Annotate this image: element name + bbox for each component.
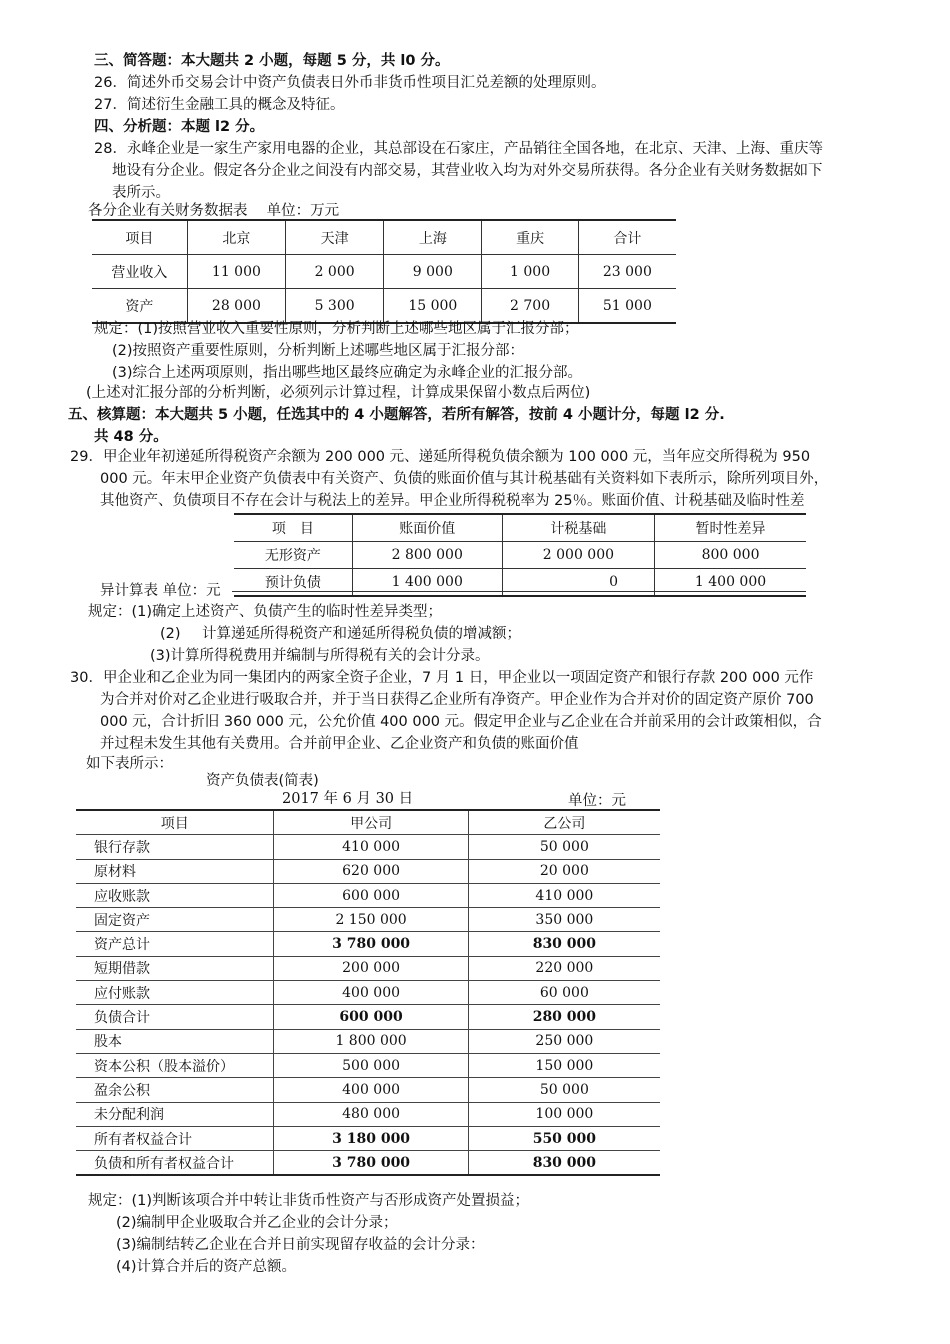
table-cell: 220 000 <box>468 956 660 980</box>
section4-heading: 四、分析题：本题 l2 分。 <box>94 119 265 135</box>
table-cell: 15 000 <box>384 289 482 324</box>
table-cell: 400 000 <box>274 1078 468 1102</box>
table-header-cell: 项目 <box>76 810 274 835</box>
table-row <box>92 255 676 289</box>
question-30-line4: 并过程未发生其他有关费用。合并前甲企业、乙企业资产和负债的账面价值 <box>100 736 579 752</box>
table-cell: 250 000 <box>468 1029 660 1053</box>
table-cell: 资产总计 <box>76 932 274 956</box>
table-header-cell: 项 目 <box>234 514 352 542</box>
table-cell: 股本 <box>76 1029 274 1053</box>
table-row <box>76 1005 660 1029</box>
question-29-line3: 其他资产、负债项目不存在会计与税法上的差异。甲企业所得税税率为 25％。账面价值、计税基础及临时性差 <box>100 493 805 509</box>
question-28-line2: 地设有分企业。假定各分企业之间没有内部交易，其营业收入均为对外交易所获得。各分企业有关财务数据如下 <box>112 163 823 179</box>
q28-requirement-1: 规定：(1)按照营业收入重要性原则，分析判断上述哪些地区属于汇报分部； <box>94 321 579 337</box>
table-cell: 600 000 <box>274 883 468 907</box>
table-cell: 620 000 <box>274 859 468 883</box>
table-row <box>76 1126 660 1150</box>
table-cell: 预计负债 <box>234 569 352 597</box>
table-header-cell: 账面价值 <box>352 514 502 542</box>
table-cell: 资产 <box>92 289 187 324</box>
table-cell: 1 400 000 <box>352 569 502 597</box>
question-29-line1: 29．甲企业年初递延所得税资产余额为 200 000 元、递延所得税负债余额为 100 000 元，当年应交所得税为 950 <box>70 449 811 465</box>
table-header-cell: 上海 <box>384 220 482 255</box>
table-row <box>76 981 660 1005</box>
q29-requirement-3: (3)计算所得税费用并编制与所得税有关的会计分录。 <box>150 648 490 664</box>
table-cell: 100 000 <box>468 1102 660 1126</box>
question-30-line5: 如下表所示： <box>86 756 173 772</box>
table-header-cell: 甲公司 <box>274 810 468 835</box>
question-30-line2: 为合并对价对乙企业进行吸取合并，并于当日获得乙企业所有净资产。甲企业作为合并对价的固定资产原价 700 <box>100 692 814 708</box>
table-cell: 500 000 <box>274 1053 468 1077</box>
table-cell: 营业收入 <box>92 255 187 289</box>
table-cell: 未分配利润 <box>76 1102 274 1126</box>
table-header-cell: 合计 <box>578 220 676 255</box>
table-cell: 23 000 <box>578 255 676 289</box>
table-row <box>76 932 660 956</box>
table-row <box>76 883 660 907</box>
table1-caption: 各分企业有关财务数据表 单位：万元 <box>88 203 340 219</box>
q29-requirement-2-number: (2) <box>160 626 181 642</box>
balance-sheet-table <box>76 809 660 1176</box>
table-cell: 原材料 <box>76 859 274 883</box>
table-row <box>76 956 660 980</box>
table-cell: 1 800 000 <box>274 1029 468 1053</box>
table-row <box>76 1102 660 1126</box>
section5-heading: 五、核算题：本大题共 5 小题，任选其中的 4 小题解答，若所有解答，按前 4 小题计分，每题 l2 分. <box>68 407 725 423</box>
question-27: 27．简述衍生金融工具的概念及特征。 <box>94 97 345 113</box>
table-cell: 所有者权益合计 <box>76 1126 274 1150</box>
table-cell: 资本公积（股本溢价） <box>76 1053 274 1077</box>
table2-caption: 异计算表 单位：元 <box>100 583 221 599</box>
table-row <box>76 859 660 883</box>
question-28-line3: 表所示。 <box>112 185 170 201</box>
table-header-cell: 暂时性差异 <box>655 514 806 542</box>
table-cell: 410 000 <box>468 883 660 907</box>
table-row <box>76 835 660 859</box>
table-cell: 盈余公积 <box>76 1078 274 1102</box>
table-cell: 负债和所有者权益合计 <box>76 1151 274 1176</box>
table-cell: 280 000 <box>468 1005 660 1029</box>
table-header-cell: 天津 <box>286 220 384 255</box>
table-header-row <box>234 514 806 542</box>
table-cell: 28 000 <box>187 289 285 324</box>
table-cell: 1 400 000 <box>655 569 806 597</box>
table-cell: 9 000 <box>384 255 482 289</box>
q30-requirement-3: (3)编制结转乙企业在合并日前实现留存收益的会计分录： <box>116 1237 485 1253</box>
table-cell: 600 000 <box>274 1005 468 1029</box>
question-29-line2: 000 元。年末甲企业资产负债表中有关资产、负债的账面价值与其计税基础有关资料如下表所示，除所列项目外， <box>100 471 829 487</box>
table-cell: 830 000 <box>468 1151 660 1176</box>
table-cell: 51 000 <box>578 289 676 324</box>
q28-note: (上述对汇报分部的分析判断，必须列示计算过程，计算成果保留小数点后两位) <box>86 385 591 401</box>
q29-requirement-1: 规定：(1)确定上述资产、负债产生的临时性差异类型； <box>88 604 443 620</box>
table-row <box>76 1029 660 1053</box>
table-cell: 固定资产 <box>76 908 274 932</box>
table-cell: 无形资产 <box>234 542 352 569</box>
table3-unit: 单位：元 <box>568 793 626 809</box>
table-cell: 5 300 <box>286 289 384 324</box>
table-header-cell: 乙公司 <box>468 810 660 835</box>
q30-requirement-1: 规定：(1)判断该项合并中转让非货币性资产与否形成资产处置损益； <box>88 1193 530 1209</box>
table-cell: 1 000 <box>482 255 578 289</box>
table-cell: 350 000 <box>468 908 660 932</box>
table-header-cell: 计税基础 <box>502 514 654 542</box>
section5-heading-line2: 共 48 分。 <box>94 429 168 445</box>
table-header-row <box>92 220 676 255</box>
table-header-row <box>76 810 660 835</box>
table-row <box>76 1053 660 1077</box>
table-row <box>76 1151 660 1176</box>
table-row <box>76 908 660 932</box>
table-header-cell: 项目 <box>92 220 187 255</box>
table-cell: 480 000 <box>274 1102 468 1126</box>
question-30-line3: 000 元，合计折旧 360 000 元，公允价值 400 000 元。假定甲企业与乙企业在合并前采用的会计政策相似，合 <box>100 714 822 730</box>
table-cell: 150 000 <box>468 1053 660 1077</box>
q29-requirement-2: 计算递延所得税资产和递延所得税负债的增减额； <box>202 626 521 642</box>
q28-requirement-2: (2)按照资产重要性原则，分析判断上述哪些地区属于汇报分部： <box>112 343 525 359</box>
table-cell: 应付账款 <box>76 981 274 1005</box>
question-26: 26．简述外币交易会计中资产负债表日外币非货币性项目汇兑差额的处理原则。 <box>94 75 606 91</box>
q28-requirement-3: (3)综合上述两项原则，指出哪些地区最终应确定为永峰企业的汇报分部。 <box>112 365 583 381</box>
table3-date: 2017 年 6 月 30 日 <box>282 791 414 807</box>
table-cell: 3 180 000 <box>274 1126 468 1150</box>
table-cell: 2 150 000 <box>274 908 468 932</box>
table-cell: 2 700 <box>482 289 578 324</box>
table-cell: 2 000 000 <box>502 542 654 569</box>
table-cell: 短期借款 <box>76 956 274 980</box>
table-cell: 550 000 <box>468 1126 660 1150</box>
table-cell: 410 000 <box>274 835 468 859</box>
table-cell: 400 000 <box>274 981 468 1005</box>
table-cell: 2 800 000 <box>352 542 502 569</box>
table-cell: 3 780 000 <box>274 932 468 956</box>
table-cell: 2 000 <box>286 255 384 289</box>
q30-requirement-4: (4)计算合并后的资产总额。 <box>116 1259 297 1275</box>
table-cell: 11 000 <box>187 255 285 289</box>
table-cell: 3 780 000 <box>274 1151 468 1176</box>
caption-rule <box>232 591 806 592</box>
table-row <box>76 1078 660 1102</box>
table-cell: 负债合计 <box>76 1005 274 1029</box>
table-cell: 20 000 <box>468 859 660 883</box>
table-cell: 200 000 <box>274 956 468 980</box>
question-28-line1: 28．永峰企业是一家生产家用电器的企业，其总部设在石家庄，产品销往全国各地，在北京、天津、上海、重庆等 <box>94 141 823 157</box>
table-cell: 银行存款 <box>76 835 274 859</box>
table-row <box>234 542 806 569</box>
branch-financial-table <box>92 219 676 324</box>
temporary-difference-table <box>234 513 806 597</box>
table-cell: 800 000 <box>655 542 806 569</box>
table-cell: 0 <box>502 569 654 597</box>
table-cell: 830 000 <box>468 932 660 956</box>
table3-title: 资产负债表(简表) <box>206 773 319 789</box>
table-cell: 50 000 <box>468 835 660 859</box>
table-header-cell: 北京 <box>187 220 285 255</box>
section3-heading: 三、简答题：本大题共 2 小题，每题 5 分，共 l0 分。 <box>94 53 450 69</box>
table-cell: 应收账款 <box>76 883 274 907</box>
table-cell: 50 000 <box>468 1078 660 1102</box>
table-header-cell: 重庆 <box>482 220 578 255</box>
table-cell: 60 000 <box>468 981 660 1005</box>
question-30-line1: 30．甲企业和乙企业为同一集团内的两家全资子企业，7 月 1 日，甲企业以一项固定资产和银行存款 200 000 元作 <box>70 670 814 686</box>
q30-requirement-2: (2)编制甲企业吸取合并乙企业的会计分录； <box>116 1215 398 1231</box>
